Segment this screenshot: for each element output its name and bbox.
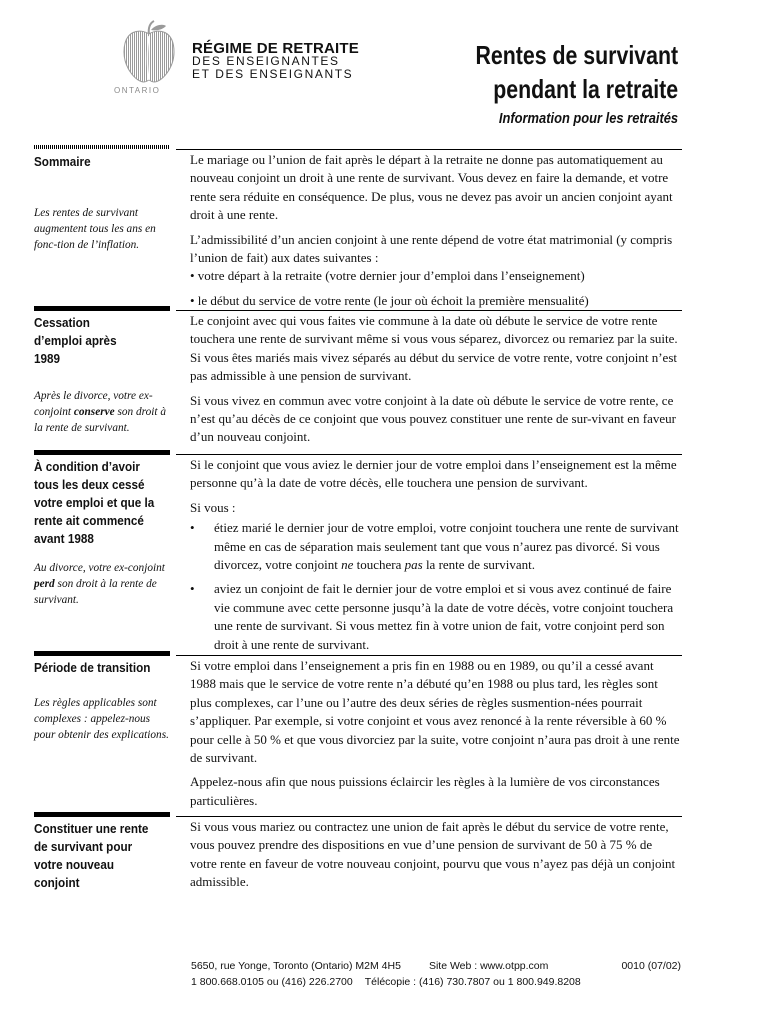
section-body: [190, 456, 682, 660]
section-heading: À condition d’avoir tous les deux cessé votre emploi et que la rente ait commencé avant 1988: [34, 459, 155, 546]
org-line-2: DES ENSEIGNANTES: [192, 54, 340, 68]
section-sidebar: [34, 314, 174, 436]
section-body: [190, 657, 682, 816]
section-rule: [176, 149, 682, 150]
section-body: [190, 312, 682, 453]
section-bar: [34, 812, 170, 817]
apple-logo-icon: [114, 20, 180, 100]
list-item: • aviez un conjoint de fait le dernier jour de votre emploi et si vous avez continué de faire vie commune avec cette personne jusqu’à la date de votre décès, votre conjoint touchera une rente de survivant. Si vous mettez fin à votre union de fait, votre conjoint perd son droit à une rente de survivant.: [190, 580, 682, 654]
paragraph: Le mariage ou l’union de fait après le départ à la retraite ne donne pas automatiquement au nouveau conjoint un droit à une rente de survivant. Vous devez en faire la demande, et votre rente sera réduite en conséquence. De plus, vous ne devez pas avoir un ancien conjoint ayant droit à une rente.: [190, 152, 673, 223]
section-heading: Période de transition: [34, 660, 151, 675]
paragraph: Si vous vous mariez ou contractez une union de fait après le début du service de votre rente, vous pouvez prendre des dispositions en vue d’une pension de survivant de 50 à 75 % de votre rente en faveur de votre nouveau conjoint, pourvu que vous n’ayez pas déjà un conjoint admissible.: [190, 819, 676, 890]
title-line-1: Rentes de survivant: [475, 40, 678, 70]
org-line-1: RÉGIME DE RETRAITE: [192, 40, 359, 57]
org-region: ONTARIO: [114, 86, 161, 95]
section-body: [190, 151, 682, 316]
footer: [191, 958, 681, 990]
paragraph: Si vous :: [190, 499, 236, 515]
section-heading: Cessation d’emploi après 1989: [34, 315, 117, 366]
section-note: Les règles applicables sont complexes : appelez-nous pour obtenir des explications.: [34, 697, 169, 741]
paragraph: • votre départ à la retraite (votre dernier jour d’emploi dans l’enseignement): [190, 268, 585, 284]
org-line-3: ET DES ENSEIGNANTS: [192, 67, 354, 81]
footer-fax: Télécopie : (416) 730.7807 ou 1 800.949.8208: [364, 976, 581, 988]
org-name: [192, 42, 359, 81]
subtitle: Information pour les retraités: [498, 110, 678, 127]
section-rule: [176, 816, 682, 817]
section-rule: [176, 454, 682, 455]
paragraph: L’admissibilité d’un ancien conjoint à une rente dépend de votre état matrimonial (y compris l’union de fait) aux dates suivantes :: [190, 231, 673, 266]
footer-phone: 1 800.668.0105 ou (416) 226.2700: [191, 976, 353, 988]
section-heading: Sommaire: [34, 154, 91, 169]
section-note: Après le divorce, votre ex-conjoint conserve son droit à la rente de survivant.: [34, 390, 167, 434]
paragraph: • le début du service de votre rente (le jour où échoit la première mensualité): [190, 292, 589, 308]
section-sidebar: [34, 659, 174, 743]
section-bar: [34, 145, 170, 149]
section-sidebar: [34, 820, 174, 892]
footer-address: 5650, rue Yonge, Toronto (Ontario) M2M 4H5: [191, 960, 401, 972]
section-note: Au divorce, votre ex-conjoint perd son droit à la rente de survivant.: [34, 562, 165, 606]
section-sidebar: [34, 458, 174, 608]
footer-website: Site Web : www.otpp.com: [428, 960, 549, 972]
section-sidebar: [34, 153, 174, 253]
bullet-icon: •: [190, 520, 195, 536]
section-rule: [176, 655, 682, 656]
document-code: 0010 (07/02): [621, 960, 681, 972]
paragraph: Si le conjoint que vous aviez le dernier jour de votre emploi dans l’enseignement est la même personne qu’à la date de votre décès, elle touchera une pension de survivant.: [190, 457, 677, 491]
section-body: [190, 818, 682, 898]
paragraph: Si vous vivez en commun avec votre conjoint à la date où débute le service de votre rente, ce n’est qu’au décès de ce conjoint que vous pouvez constituer une rente de sur-vivant en faveur d’un nouveau conjoint.: [190, 392, 676, 445]
paragraph: Appelez-nous afin que nous puissions éclaircir les règles à la lumière de vos circonstances particulières.: [190, 774, 660, 808]
section-heading: Constituer une rente de survivant pour votre nouveau conjoint: [34, 821, 149, 890]
section-note: Les rentes de survivant augmentent tous les ans en fonc-tion de l’inflation.: [34, 207, 156, 251]
title-line-2: pendant la retraite: [493, 74, 678, 104]
paragraph: Le conjoint avec qui vous faites vie commune à la date où débute le service de votre rente touchera une rente de survivant même si vous vous séparez, divorcez ou remariez par la suite. Si vous êtes mariés mais vivez séparés au début du service de votre rente, votre conjoint n’est pas admissible à une pension de survivant.: [190, 313, 678, 384]
bullet-icon: •: [190, 581, 195, 597]
section-bar: [34, 450, 170, 455]
section-bar: [34, 306, 170, 311]
document-title: [431, 38, 678, 127]
section-bar: [34, 651, 170, 656]
section-rule: [176, 310, 682, 311]
paragraph: Si votre emploi dans l’enseignement a pris fin en 1988 ou en 1989, ou qu’il a cessé avant 1988 mais que le service de votre rente n’a débuté qu’en 1988 ou plus tard, les règles sont plus complexes, car l’une ou l’autre des deux séries de règles susmention-nées pourrait s’appliquer. Par exemple, si votre conjoint et vous avez renoncé à la rente réversible à 60 % pour celle à 50 % et que vous divorciez par la suite, votre conjoint n’aura pas droit à une rente de survivant.: [190, 658, 680, 766]
list-item: • étiez marié le dernier jour de votre emploi, votre conjoint touchera une rente de survivant même en cas de séparation mais seulement tant que vous n’aurez pas divorcé. Si vous divorcez, votre conjoint ne touchera pas la rente de survivant.: [190, 519, 682, 574]
